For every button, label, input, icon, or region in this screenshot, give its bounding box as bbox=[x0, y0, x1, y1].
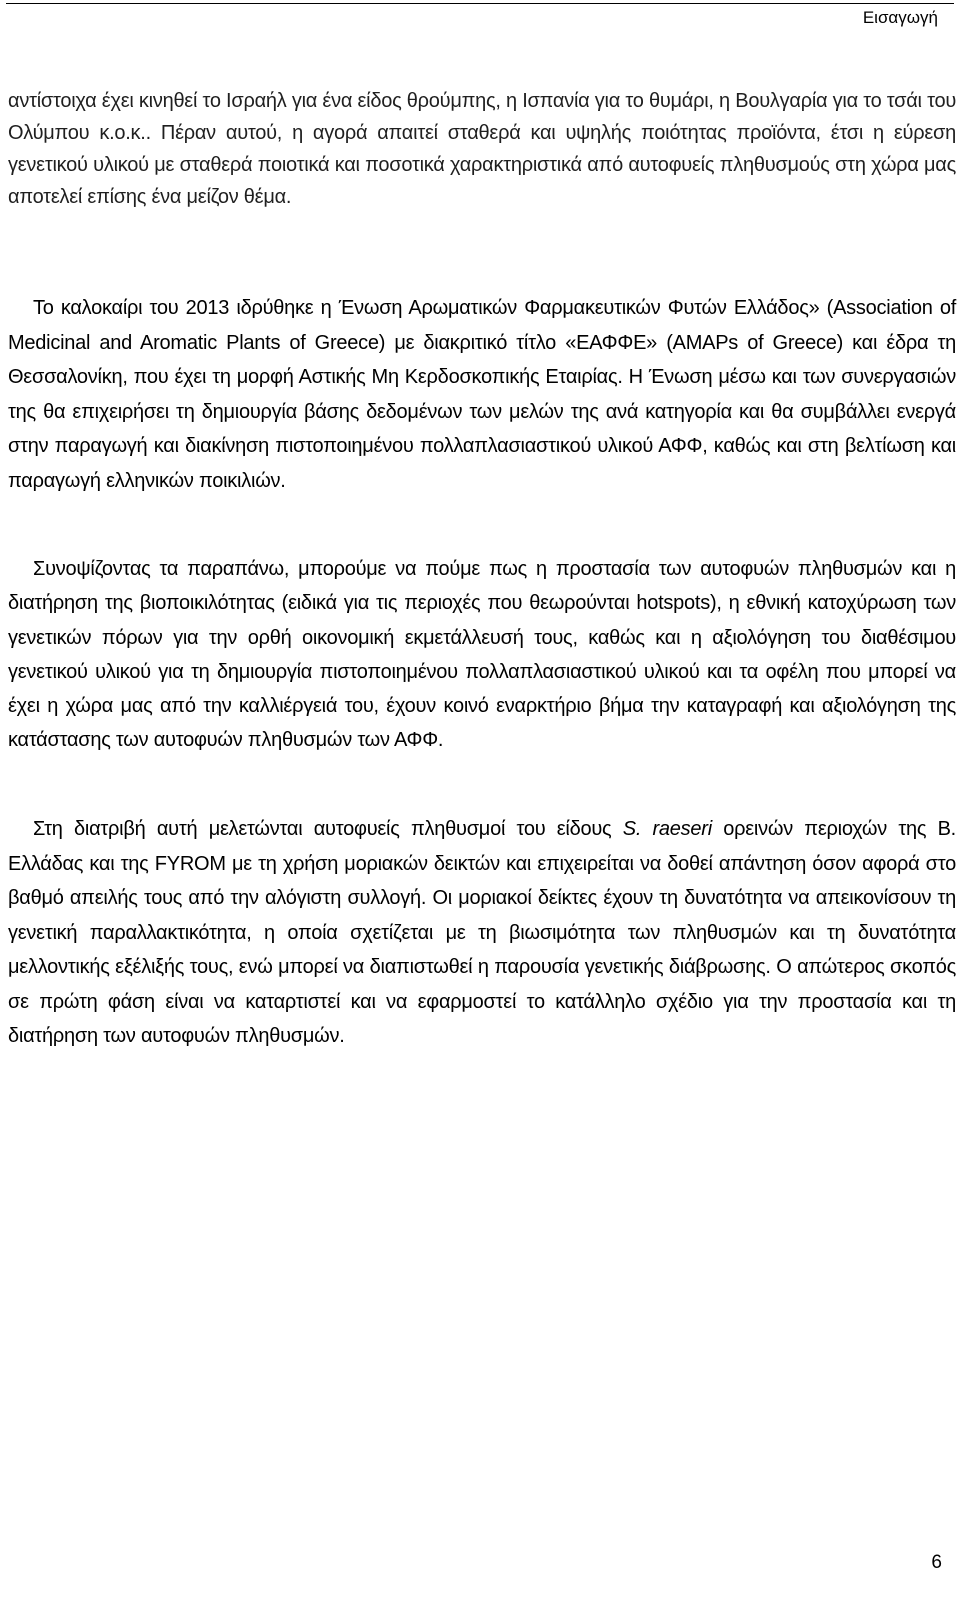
paragraph-4 bbox=[8, 812, 956, 1054]
paragraph-3-text: Συνοψίζοντας τα παραπάνω, μπορούμε να πούμε πως η προστασία των αυτοφυών πληθυσμών και η διατήρηση της βιοποικιλότητας (ειδικά για τις περιοχές που θεωρούνται hotspots), η εθνική κατοχύρωση των γενετικών πόρων για την ορθή οικονομική εκμετάλλευσή τους, καθώς και η αξιολόγηση του διαθέσιμου γενετικού υλικού για τη δημιουργία πιστοποιημένου πολλαπλασιαστικού υλικού και τα οφέλη που μπορεί να έχει η χώρα μας από την καλλιέργειά του, έχουν κοινό εναρκτήριο βήμα την καταγραφή και αξιολόγηση της κατάστασης των αυτοφυών πληθυσμών των ΑΦΦ. bbox=[8, 558, 956, 752]
paragraph-4-text-end: ορεινών περιοχών της Β. Ελλάδας και της FYROM με τη χρήση μοριακών δεικτών και επιχειρείται να δοθεί απάντηση όσον αφορά στο βαθμό απειλής τους από την αλόγιστη συλλογή. Οι μοριακοί δείκτες έχουν τη δυνατότητα να απεικονίσουν τη γενετική παραλλακτικότητα, η οποία σχετίζεται με τη βιωσιμότητα των πληθυσμών και τη δυνατότητα μελλοντικής εξέλιξής τους, ενώ μπορεί να διαπιστωθεί η παρουσία γενετικής διάβρωσης. Ο απώτερος σκοπός σε πρώτη φάση είναι να καταρτιστεί και να εφαρμοστεί το κατάλληλο σχέδιο για την προστασία και τη διατήρηση των αυτοφυών πληθυσμών. bbox=[8, 818, 956, 1047]
paragraph-3 bbox=[8, 552, 956, 758]
paragraph-1: αντίστοιχα έχει κινηθεί το Ισραήλ για ένα είδος θρούμπης, η Ισπανία για το θυμάρι, η Βουλγαρία για το τσάι του Ολύμπου κ.ο.κ.. Πέραν αυτού, η αγορά απαιτεί σταθερά και υψηλής ποιότητας προϊόντα, έτσι η εύρεση γενετικού υλικού με σταθερά ποιοτικά και ποσοτικά χαρακτηριστικά από αυτοφυείς πληθυσμούς στη χώρα μας αποτελεί επίσης ένα μείζον θέμα. bbox=[8, 90, 956, 208]
header-rule bbox=[6, 3, 954, 4]
page-header bbox=[0, 0, 960, 40]
paragraph-4-text-start: Στη διατριβή αυτή μελετώνται αυτοφυείς πληθυσμοί του είδους bbox=[33, 818, 612, 840]
page-number: 6 bbox=[931, 1552, 942, 1573]
paragraph-2-text: Το καλοκαίρι του 2013 ιδρύθηκε η Ένωση Αρωματικών Φαρμακευτικών Φυτών Ελλάδος» (Association of Medicinal and Aromatic Plants of Greece) με διακριτικό τίτλο «ΕΑΦΦΕ» (AMAPs of Greece) και έδρα τη Θεσσαλονίκη, που έχει τη μορφή Αστικής Μη Κερδοσκοπικής Εταιρίας. Η Ένωση μέσω και των συνεργασιών της θα επιχειρήσει τη δημιουργία βάσης δεδομένων των μελών της ανά κατηγορία και θα συμβάλλει ενεργά στην παραγωγή και διακίνηση πιστοποιημένου πολλαπλασιαστικού υλικού ΑΦΦ, καθώς και στη βελτίωση και παραγωγή ελληνικών ποικιλιών. bbox=[8, 297, 956, 492]
species-name: S. raeseri bbox=[622, 818, 712, 840]
paragraph-2 bbox=[8, 291, 956, 498]
chapter-title: Εισαγωγή bbox=[862, 8, 938, 27]
